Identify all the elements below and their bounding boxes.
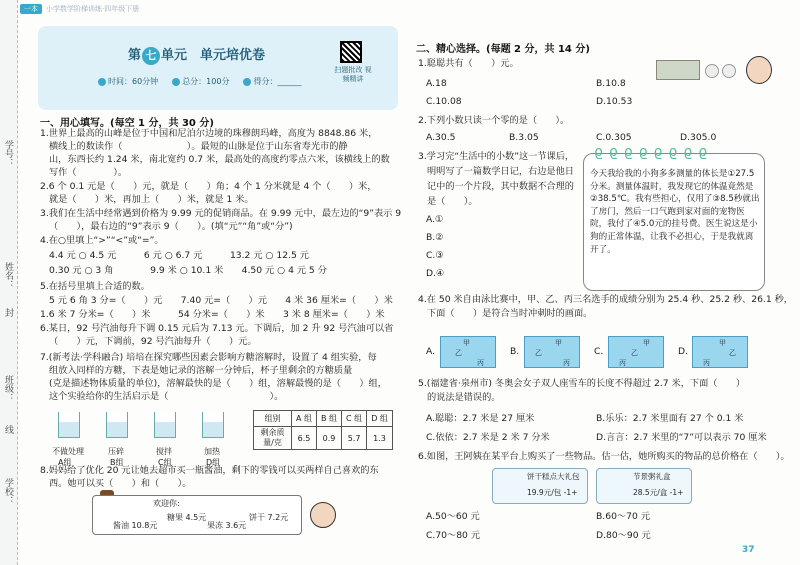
pen-icon [243,78,251,86]
q5-row-1: 5 元 6 角 3 分=（ ）元 7.40 元=（ ）元 4 米 36 厘米=（ ）米 [49,295,393,306]
exam-time: 时间：60分钟 [108,77,159,86]
school-label: 学校： [3,478,13,505]
q4-stem: 4.在○里填上“>”“<”或“=”。 [40,235,164,246]
unit-number: 七 [142,47,160,65]
unit-name: 单元培优卷 [200,48,266,63]
qr-code-icon[interactable] [340,41,362,63]
q7-line-3: (克是描述物体质量的单位)，溶解最快的是（ ）组，溶解最慢的是（ ）组， [49,378,387,389]
table-cell: 5.7 [342,427,367,450]
q6-line-1: 6.某日，92 号汽油每升下调 0.15 元后为 7.13 元。下调后，加 2 升 92 号汽油可以省 [40,323,394,334]
class-label: 班级： [3,375,13,402]
boy-avatar [746,56,772,84]
beaker-icon [106,412,128,438]
beaker-label-c: 搅拌 [156,447,172,456]
swimmer-label: 丙 [703,359,710,367]
series-title: 小学数学阶梯训练·四年级下册 [46,5,140,13]
s2q2-option-c[interactable]: C.0.305 [596,132,632,143]
table-header: A 组 [292,411,317,427]
swimmer-label: 丙 [477,359,484,367]
unit-suffix: 单元 [161,48,188,63]
s2q4-option-c[interactable]: C. [594,346,604,357]
unit-prefix: 第 [128,48,142,63]
s2q1-option-c[interactable]: C.10.08 [426,96,462,107]
q5-stem: 5.在括号里填上合适的数。 [40,281,150,292]
table-cell: 6.5 [292,427,317,450]
page-number: 37 [742,545,755,555]
q2-line-2: 就是（ ）米，再加上（ ）米，就是 1 米。 [49,194,254,205]
s2q3-option-c[interactable]: C.③ [426,250,444,261]
diary-text: 今天我给我的小狗多多测量的体长是①27.5分米。测量体温时，我发现它的体温竟然是②38.5℃。我有些担心，仅用了③8.5秒就出了房门，然后一口气跑到家对面的宠物医院，我付了④5.0元的挂号费。医生说这是小狗的正常体温，让我不必担心，于是我就离开了。 [590,169,760,255]
s2q5-line-1: 5.(福建省·泉州市) 冬奥会女子双人座雪车的长度不得超过 2.7 米，下面（ ） [418,378,746,389]
swimmer-label: 乙 [631,349,638,357]
q3-line-1: 3.我们在生活中经常遇到价格为 9.99 元的促销商品。在 9.99 元中，最左边的“9”表示 9 [40,208,402,219]
gift-price: 19.9元/包 -1+ [527,488,578,497]
swimmer-label: 甲 [719,339,726,347]
q7-line-2: 组放入同样的方糖，下表是她记录的溶解一分钟后，杯子里剩余的方糖质量 [49,365,353,376]
beaker-group-c: C组 [158,458,172,467]
s2q6-option-a[interactable]: A.50～60 元 [426,511,480,522]
s2q4-line-2: 下面（ ）是符合当时冲刺时的画面。 [427,308,593,319]
pool-lane-c [608,336,664,368]
shop-item: 饼干 7.2元 [249,513,289,522]
score-icon [172,78,180,86]
top-strip [20,4,240,16]
s2q6-stem: 6.如图，王阿姨在某平台上购买了一些物品。估一估，她所购买的物品的总价格在（ ）。 [418,451,790,462]
s2q5-option-c[interactable]: C.依依：2.7 米是 2 米 7 分米 [426,432,550,443]
s2q1-option-a[interactable]: A.18 [426,78,447,89]
s2q3-line-4: 是（ ）。 [427,196,478,207]
beaker-label-b: 压碎 [108,447,124,456]
line-mark: 线 [3,425,13,434]
exam-meta [98,76,315,87]
s2q6-option-b[interactable]: B.60～70 元 [596,511,650,522]
swimmer-label: 甲 [555,339,562,347]
q6-line-2: （ ）元，下调前，92 号汽油每升（ ）元。 [49,336,257,347]
beaker-icon [154,412,176,438]
pool-lane-a [440,336,496,368]
table-header: 组别 [254,411,292,427]
qr-caption: 扫题批改 视频精讲 [334,66,372,83]
unit-title [128,44,265,65]
s2q4-option-b[interactable]: B. [510,346,520,357]
s2q5-option-a[interactable]: A.聪聪：2.7 米是 27 厘米 [426,413,535,424]
swimmer-label: 甲 [463,339,470,347]
s2q4-option-a[interactable]: A. [426,346,436,357]
coin-icon [722,64,736,78]
name-label: 姓名： [3,262,13,289]
table-row [254,427,393,450]
table-header: B 组 [317,411,342,427]
clock-icon [98,78,106,86]
s2q3-option-b[interactable]: B.② [426,232,444,243]
table-cell: 1.3 [367,427,393,450]
beaker-icon [202,412,224,438]
notebook-rings-icon: ϱϱϱϱϱϱϱϱ [594,144,714,160]
gift-card-2 [596,468,692,504]
beaker-label-d: 加热 [204,447,220,456]
s2q3-line-2: 明明写了一篇数学日记，右边是他日 [427,166,574,177]
s2q5-option-b[interactable]: B.乐乐：2.7 米里面有 27 个 0.1 米 [596,413,744,424]
gift-price: 28.5元/盒 -1+ [633,488,684,497]
gift-card-1 [492,468,588,504]
shop-item: 糖果 4.5元 [167,513,207,522]
beaker-group-b: B组 [110,458,124,467]
s2q3-line-3: 记中的一个片段，其中数据不合理的 [427,181,574,192]
shop-item: 酱油 10.8元 [113,521,158,530]
pool-lane-d [692,336,748,368]
swimmer-label: 乙 [729,349,736,357]
exam-score: 总分：100分 [182,77,230,86]
beaker-illustration [52,412,242,450]
table-cell: 剩余质量/克 [254,427,292,450]
sealed-mark: 封 [3,308,13,317]
s2q2-option-d[interactable]: D.305.0 [680,132,717,143]
s2q2-option-a[interactable]: A.30.5 [426,132,456,143]
pool-lane-b [524,336,580,368]
girl-avatar [310,502,336,528]
gift-name: 节景粥礼盒 [633,472,671,481]
s2q6-option-c[interactable]: C.70～80 元 [426,530,481,541]
shop-welcome: 欢迎你: [153,499,180,508]
coin-icon [705,64,719,78]
q1-line-4: 写作（ ）。 [49,167,128,178]
binding-margin [0,0,18,565]
table-cell: 0.9 [317,427,342,450]
score-got: 得分：______ [253,77,302,86]
s2q1-option-d[interactable]: D.10.53 [596,96,633,107]
beaker-icon [58,412,80,438]
swimmer-label: 丙 [563,359,570,367]
banknote-icon [656,60,700,80]
q4-row-1: 4.4 元 ○ 4.5 元 6 元 ○ 6.7 元 13.2 元 ○ 12.5 元 [49,250,309,261]
q7-line-1: 7.(新考法·学科融合) 培培在探究哪些因素会影响方糖溶解时，设置了 4 组实验，每 [40,352,377,363]
section-1-title: 一、用心填写。(每空 1 分，共 30 分) [40,118,214,129]
s2q5-option-d[interactable]: D.言言：2.7 米里的“7”可以表示 70 厘米 [596,432,767,443]
diary-note [583,144,765,291]
section-2-title: 二、精心选择。(每题 2 分，共 14 分) [416,44,590,55]
q4-row-2: 0.30 元 ○ 3 角 9.9 米 ○ 10.1 米 4.50 元 ○ 4 元 5 分 [49,265,327,276]
gift-name: 饼干糕点大礼包 [527,472,580,481]
s2q1-stem: 1.聪聪共有（ ）元。 [418,58,519,69]
table-row [254,411,393,427]
s2q5-line-2: 的说法是错误的。 [427,392,501,403]
q3-line-2: （ ），最右边的“9”表示 9（ ）。(填“元”“角”或“分”) [49,221,293,232]
beaker-group-d: D组 [206,458,221,467]
q8-line-2: 西。她可以买（ ）和（ ）。 [49,478,192,489]
swimmer-label: 乙 [535,349,542,357]
s2q1-option-b[interactable]: B.10.8 [596,78,626,89]
id-label: 学号： [3,140,13,167]
q1-line-2: 横线上的数读作（ ）。最短的山脉是位于山东省寿光市的静 [49,141,348,152]
q8-line-1: 8.妈妈给了优化 20 元让她去超市买一瓶酱油，剩下的零钱可以买两样自己喜欢的东 [40,465,379,476]
table-header: D 组 [367,411,393,427]
beaker-group-a: A组 [58,458,72,467]
s2q3-option-d[interactable]: D.④ [426,268,445,279]
s2q4-option-d[interactable]: D. [678,346,688,357]
swimmer-label: 乙 [455,349,462,357]
table-header: C 组 [342,411,367,427]
s2q3-option-a[interactable]: A.① [426,214,444,225]
q1-line-1: 1.世界上最高的山峰是位于中国和尼泊尔边境的珠穆朗玛峰，高度为 8848.86 米， [40,128,378,139]
s2q3-line-1: 3.学习完“生活中的小数”这一节课后， [418,151,575,162]
swimmer-label: 甲 [643,339,650,347]
swimmer-label: 丙 [619,359,626,367]
shop-item: 果冻 3.6元 [207,521,247,530]
q1-line-3: 山，东西长约 1.24 米，南北宽约 0.7 米，最高处的高度约零点六米，该横线上的数 [49,154,390,165]
sugar-table [253,410,393,450]
q5-row-2: 1.6 米 7 分米=（ ）米 54 分米=（ ）米 3 米 8 厘米=（ ）米 [40,309,385,320]
beaker-label-a: 不做处理 [52,447,84,456]
shop-board [92,495,302,535]
s2q4-line-1: 4.在 50 米自由泳比赛中，甲、乙、丙三名选手的成绩分别为 25.4 秒、25.2 秒、26.1 秒， [418,294,793,305]
series-tag: 一本 [20,4,42,14]
s2q2-stem: 2.下列小数只读一个零的是（ ）。 [418,115,570,126]
q7-line-4: 这个实验给你的生活启示是（ ）。 [49,391,284,402]
s2q6-option-d[interactable]: D.80～90 元 [596,530,651,541]
q2-line-1: 2.6 个 0.1 元是（ ）元，就是（ ）角；4 个 1 分米就是 4 个（ ）米， [40,181,377,192]
s2q2-option-b[interactable]: B.3.05 [509,132,539,143]
